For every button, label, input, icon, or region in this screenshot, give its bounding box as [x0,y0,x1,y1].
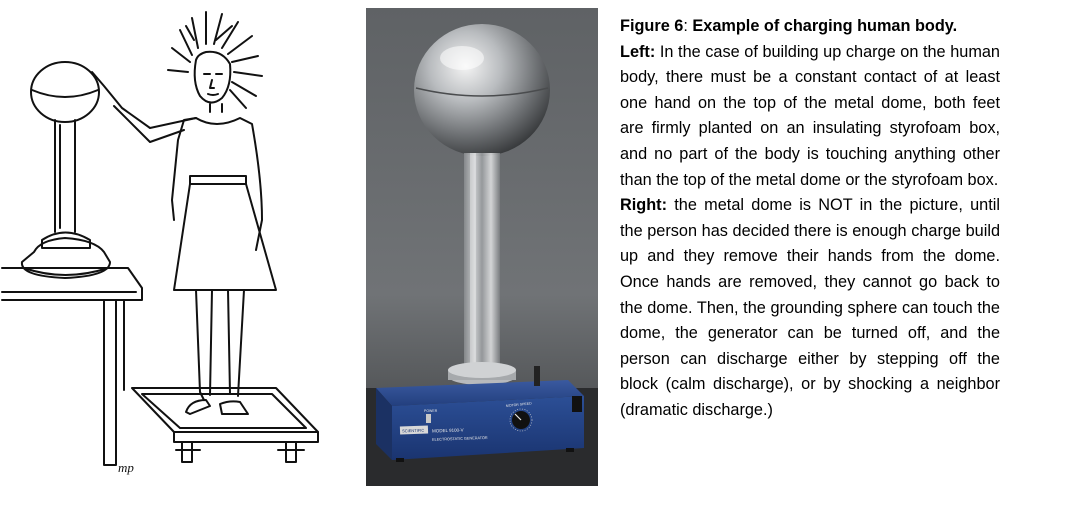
right-heading: Right: [620,196,668,215]
caption-title-line [620,14,1000,40]
caption-left-paragraph [620,40,1000,194]
model-label: MODEL 9100-V [431,427,464,434]
caption-right-paragraph [620,193,1000,423]
power-switch [426,414,431,423]
table-drawing [2,268,142,465]
figure-separator: : [683,17,693,35]
person-drawing [92,12,276,414]
metal-dome [414,24,550,156]
generator-photo [366,8,598,486]
artist-signature: mp [118,460,134,475]
figure-label: Figure 6 [620,17,684,35]
insulating-column [464,153,500,375]
figure-title: Example of charging human body. [692,17,958,35]
styrofoam-box-drawing [132,388,318,462]
left-description: In the case of building up charge on the human body, there must be a constant contact of at least one hand on the top of the metal dome, both feet are firmly planted on an insulating styrofoam box, and no part of the body is touching anything other than the top of the metal dome or the styrofoam box. [620,42,1000,189]
speed-label: MOTOR SPEED [505,401,532,409]
brand-label: SCIENTIFIC [401,427,425,434]
right-description: the metal dome is NOT in the picture, until the person has decided there is enough charge build up and they remove their hands from the dome. Once hands are removed, they cannot go back to the dome. Then, the grounding sphere can touch the dome, the generator can be turned off, and the person can discharge either by stepping off the block (calm discharge), or by shocking a neighbor (dramatic discharge.) [620,196,1000,419]
power-label: POWER [424,409,438,413]
figure-caption [620,14,1000,424]
device-label: ELECTROSTATIC GENERATOR [431,435,488,442]
left-heading: Left: [620,42,656,61]
generator-drawing [22,62,110,278]
charging-person-illustration [0,0,340,490]
